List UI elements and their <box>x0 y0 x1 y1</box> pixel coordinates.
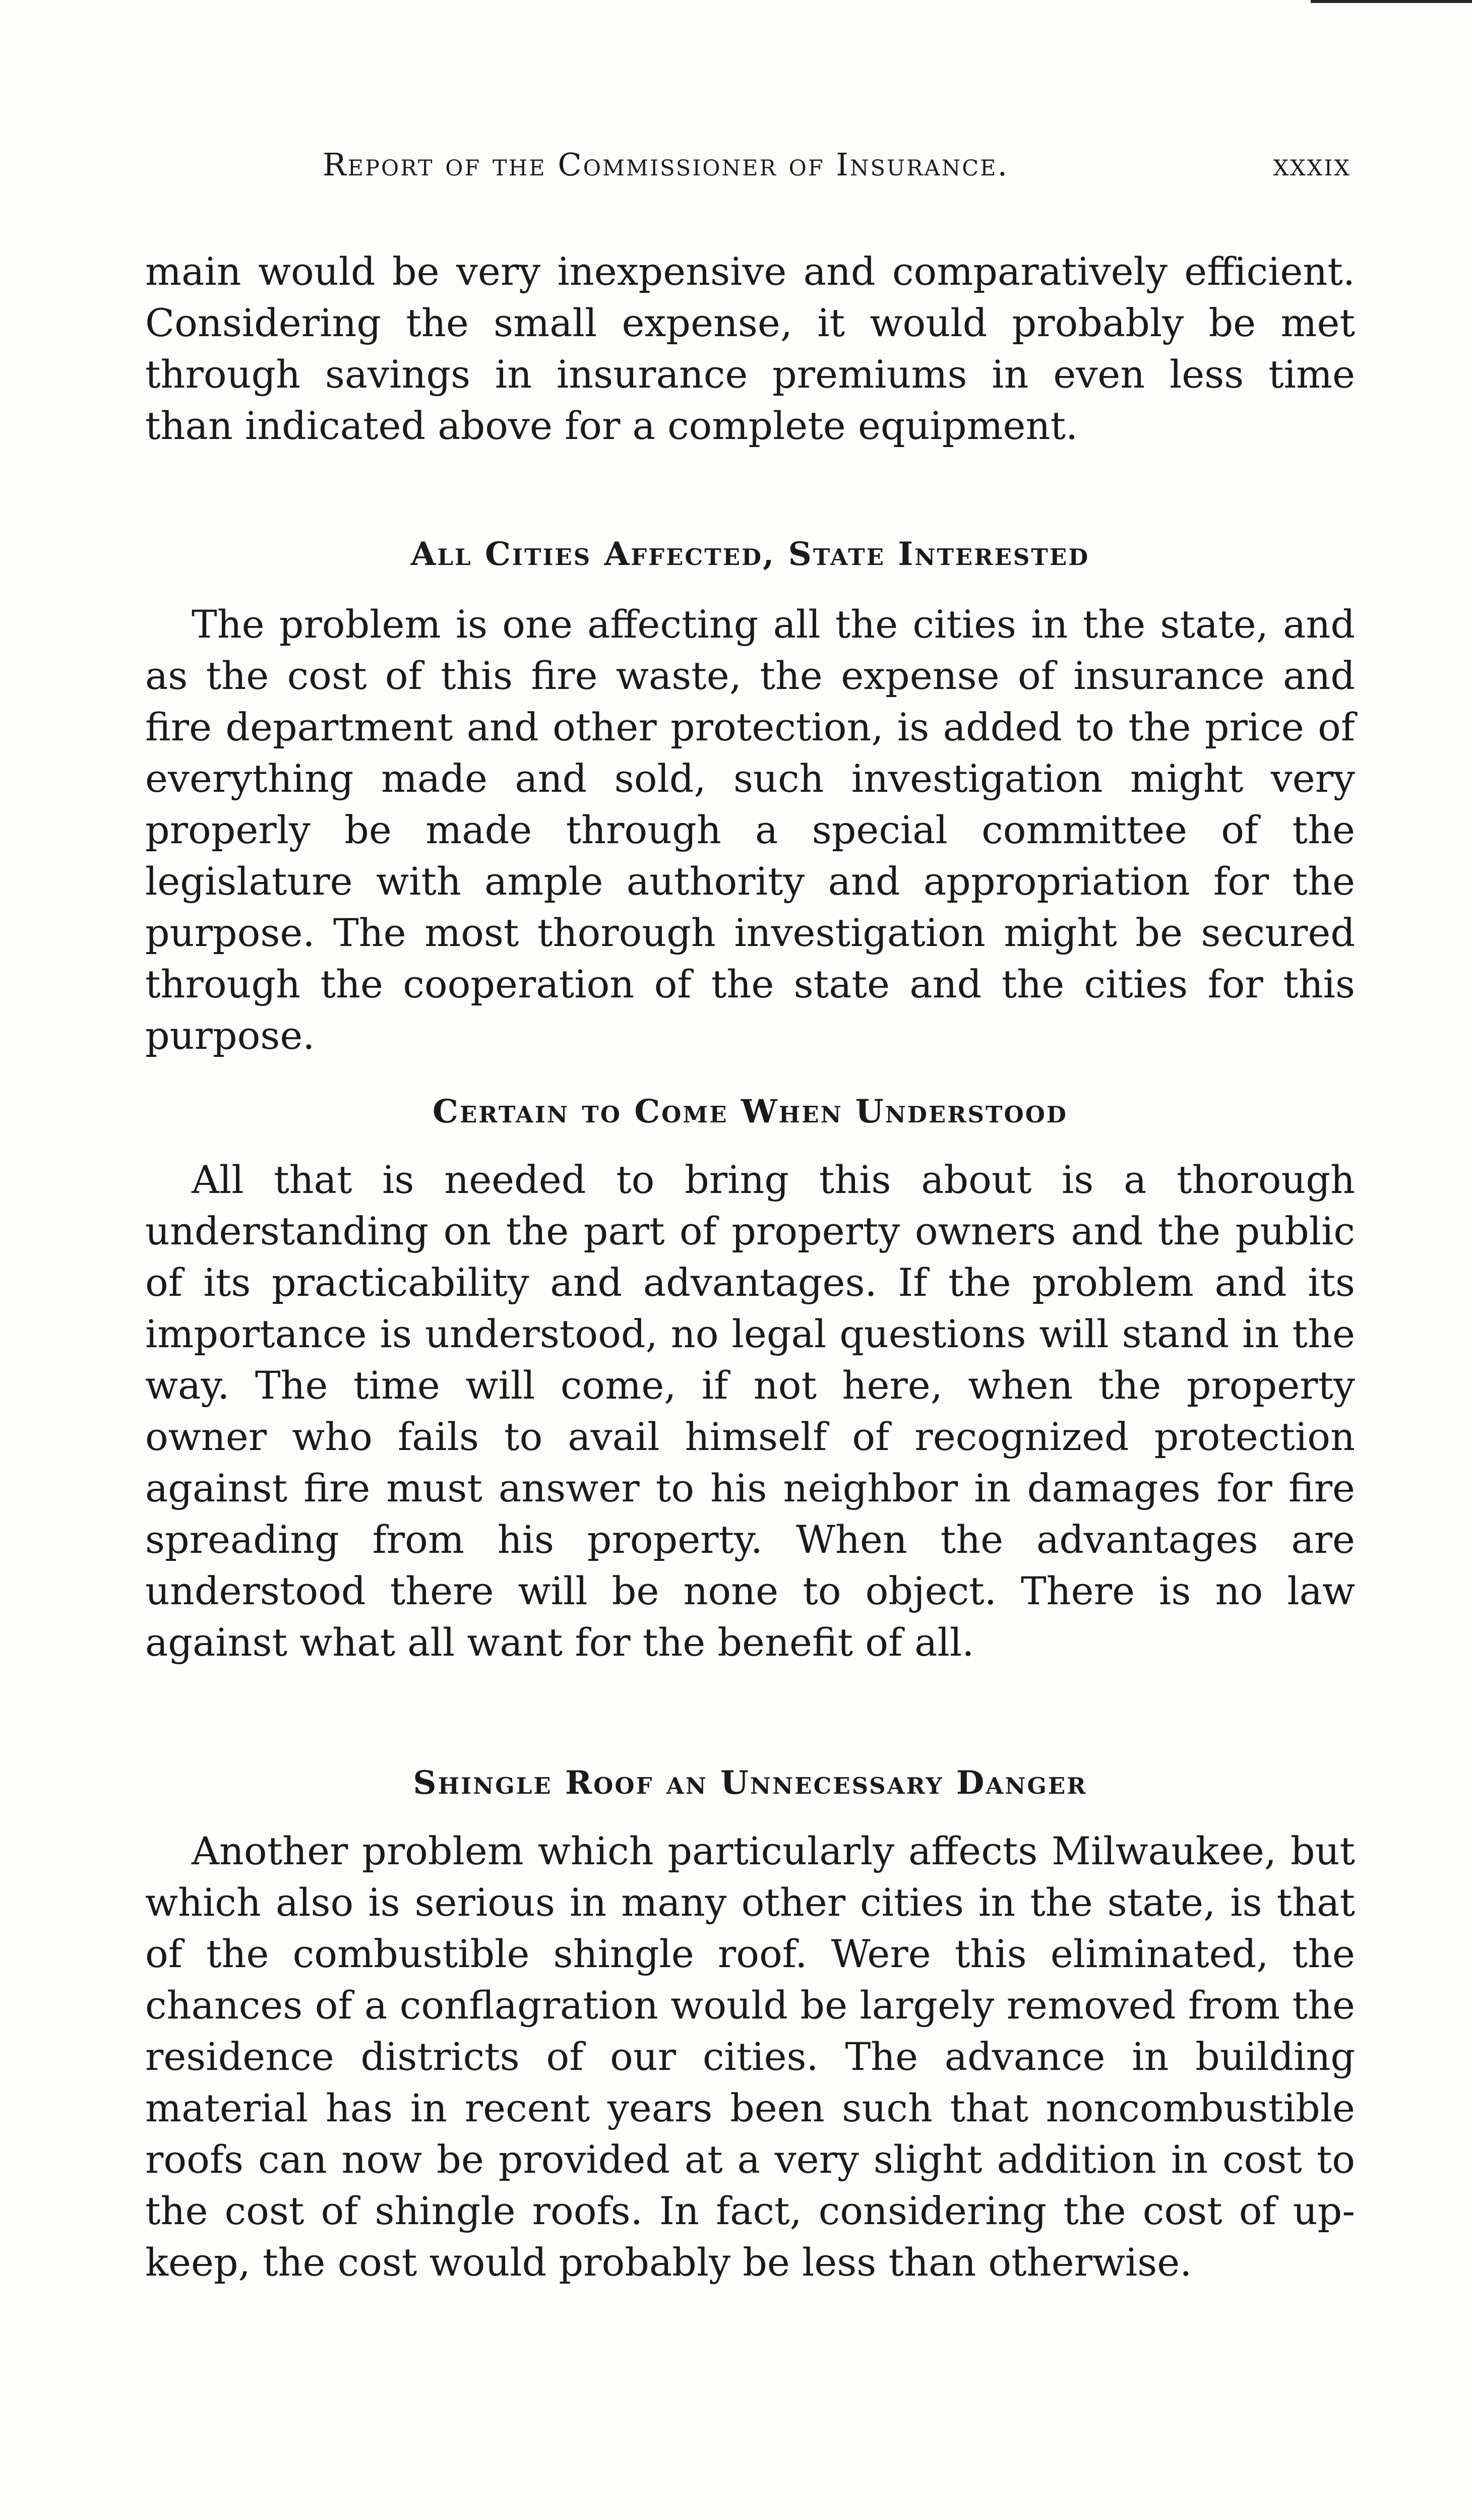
section-heading-all-cities: All Cities Affected, State Interested <box>410 535 1090 573</box>
paragraph-shingle-roof: Another problem which particularly affects Milwaukee, but which also is serious in many other cities in the state, is that of the combustible shingle roof. Were this eliminated, the chances of a conflagration would be largely removed from the residence districts of our cities. The advance in building material has in recent years been such that noncombustible roofs can now be provided at a very slight addition in cost to the cost of shingle roofs. In fact, considering the cost of up-keep, the cost would probably be less than otherwise. <box>145 1829 1355 2285</box>
running-head-title: Report of the Commissioner of Insurance. <box>323 146 1009 183</box>
section-heading-certain-to-come: Certain to Come When Understood <box>433 1093 1068 1130</box>
paragraph-continuation: main would be very inexpensive and comparatively efficient. Considering the small expense, it would probably be met through savings in insurance premiums in even less time than indicated above for a complete equipment. <box>145 249 1355 448</box>
paragraph-all-cities: The problem is one affecting all the cities in the state, and as the cost of this fire waste, the expense of insurance and fire department and other protection, is added to the price of everything made and sold, such investigation might very properly be made through a special committee of the legislature with ample authority and appropriation for the purpose. The most thorough investigation might be secured through the cooperation of the state and the cities for this purpose. <box>145 602 1355 1058</box>
section-heading-shingle-roof: Shingle Roof an Unnecessary Danger <box>413 1764 1087 1802</box>
paragraph-certain-to-come: All that is needed to bring this about is a thorough understanding on the part of property owners and the public of its practicability and advantages. If the problem and its importance is understood, no legal questions will stand in the way. The time will come, if not here, when the property owner who fails to avail himself of recognized protection against fire must answer to his neighbor in damages for fire spreading from his property. When the advantages are understood there will be none to object. There is no law against what all want for the benefit of all. <box>145 1157 1355 1665</box>
corner-rule <box>1311 0 1472 3</box>
page-number: xxxix <box>1273 146 1351 183</box>
running-head <box>323 146 1351 197</box>
